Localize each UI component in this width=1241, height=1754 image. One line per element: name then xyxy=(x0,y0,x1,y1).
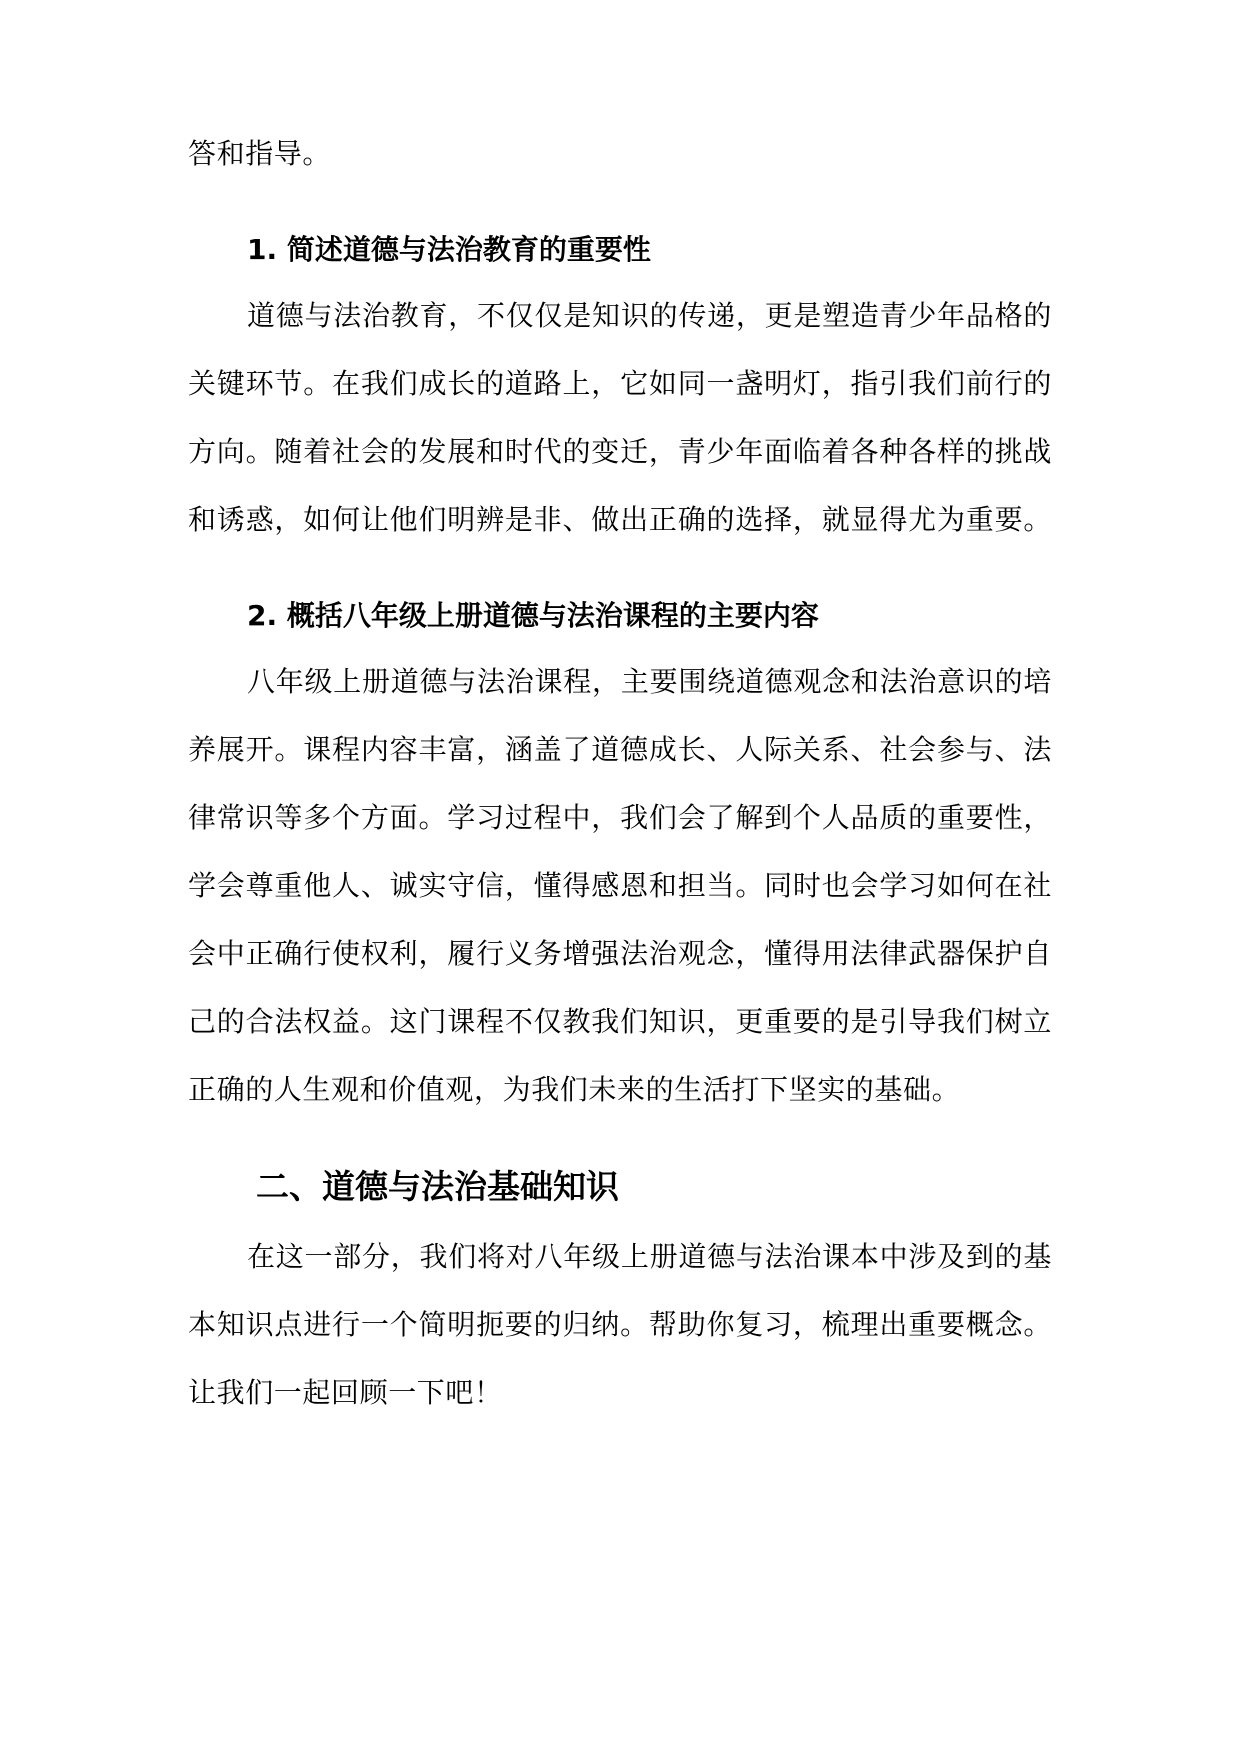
paragraph-2-line-5: 会中正确行使权利，履行义务增强法治观念，懂得用法律武器保护自 xyxy=(188,937,1052,970)
paragraph-3-line-3: 让我们一起回顾一下吧！ xyxy=(188,1376,503,1409)
paragraph-2-line-3: 律常识等多个方面。学习过程中，我们会了解到个人品质的重要性， xyxy=(188,801,1052,834)
paragraph-1-line-2: 关键环节。在我们成长的道路上，它如同一盏明灯，指引我们前行的 xyxy=(188,367,1052,400)
paragraph-1-line-3: 方向。随着社会的发展和时代的变迁，青少年面临着各种各样的挑战 xyxy=(188,435,1052,468)
paragraph-2-line-7: 正确的人生观和价值观，为我们未来的生活打下坚实的基础。 xyxy=(188,1073,961,1106)
paragraph-3-line-1: 在这一部分，我们将对八年级上册道德与法治课本中涉及到的基 xyxy=(247,1240,1052,1273)
paragraph-3-line-2: 本知识点进行一个简明扼要的归纳。帮助你复习，梳理出重要概念。 xyxy=(188,1308,1052,1341)
intro-tail-text: 答和指导。 xyxy=(188,137,332,170)
section-heading-basics: 二、道德与法治基础知识 xyxy=(256,1167,619,1206)
paragraph-2-line-6: 己的合法权益。这门课程不仅教我们知识，更重要的是引导我们树立 xyxy=(188,1005,1052,1038)
paragraph-2-line-2: 养展开。课程内容丰富，涵盖了道德成长、人际关系、社会参与、法 xyxy=(188,733,1052,766)
subheading-course-content: 2. 概括八年级上册道德与法治课程的主要内容 xyxy=(247,599,819,632)
paragraph-2-line-1: 八年级上册道德与法治课程，主要围绕道德观念和法治意识的培 xyxy=(247,665,1052,698)
paragraph-2-line-4: 学会尊重他人、诚实守信，懂得感恩和担当。同时也会学习如何在社 xyxy=(188,869,1052,902)
paragraph-1-line-4: 和诱惑，如何让他们明辨是非、做出正确的选择，就显得尤为重要。 xyxy=(188,503,1052,536)
paragraph-1-line-1: 道德与法治教育，不仅仅是知识的传递，更是塑造青少年品格的 xyxy=(247,299,1052,332)
subheading-importance: 1. 简述道德与法治教育的重要性 xyxy=(247,233,651,266)
